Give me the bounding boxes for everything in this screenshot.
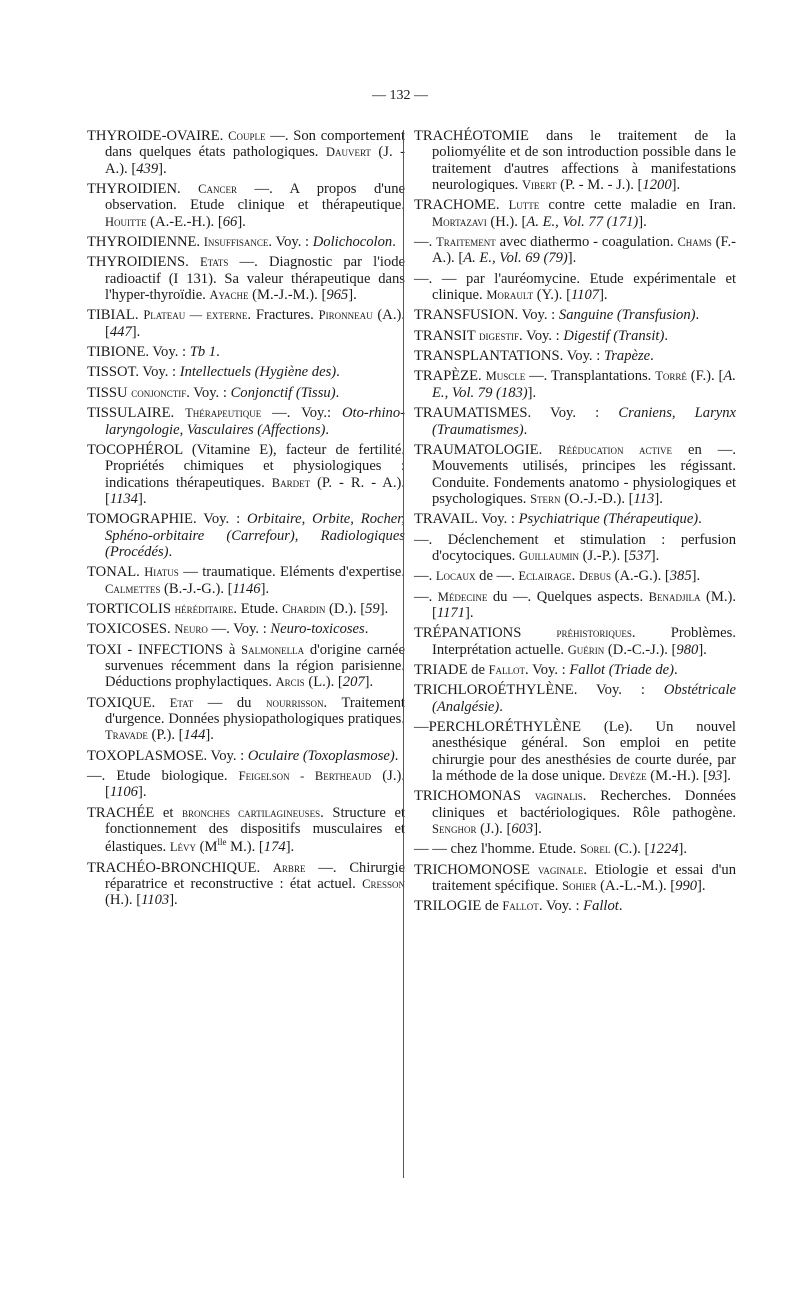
index-entry: TONAL. Hiatus — traumatique. Eléments d'expertise. Calmettes (B.-J.-G.). [1146]. [87,564,405,597]
index-entry: TRILOGIE de Fallot. Voy. : Fallot. [414,898,623,915]
index-entry: —. Déclenchement et stimulation : perfusion d'ocytociques. Guillaumin (J.-P.). [537]. [414,531,736,564]
index-entry: TRACHÉO-BRONCHIQUE. Arbre —. Chirurgie réparatrice et reconstructive : état actuel. Cresson (H.). [1103]. [87,859,405,909]
index-entry: TOXIQUE. Etat — du nourrisson. Traitement d'urgence. Données physiopathologiques pratiques. Travade (P.). [144]. [87,694,405,744]
index-entry: TRICHOMONAS vaginalis. Recherches. Données cliniques et bactériologiques. Rôle pathogène. Senghor (J.). [603]. [414,788,736,838]
index-entry: TRANSIT digestif. Voy. : Digestif (Transit). [414,327,668,344]
index-entry: TRAVAIL. Voy. : Psychiatrique (Thérapeutique). [414,511,702,528]
index-entry: TORTICOLIS héréditaire. Etude. Chardin (D.). [59]. [87,600,389,617]
index-entry: THYROIDIEN. Cancer —. A propos d'une observation. Etude clinique et thérapeutique. Houitte (A.-E.-H.). [66]. [87,181,405,230]
index-entry: THYROIDIENS. Etats —. Diagnostic par l'iode radioactif (I 131). Sa valeur thérapeutique dans l'hyper-thyroïdie. Ayache (M.-J.-M.). [965]. [87,254,405,304]
index-entry: TISSOT. Voy. : Intellectuels (Hygiène des). [87,364,340,381]
index-entry: TRAUMATISMES. Voy. : Craniens, Larynx (Traumatismes). [414,405,737,438]
index-entry: —. Etude biologique. Feigelson - Bertheaud (J.). [1106]. [87,768,405,801]
index-entry: TRAUMATOLOGIE. Rééducation active en —. Mouvements utilisés, principes les régissant. Conduite. Fondements anatomo - physiologiques et psychologiques. Stern (O.-J.-D.). [113]. [414,441,736,507]
index-entry: TOXI - INFECTIONS à Salmonella d'origine carnée survenues récemment dans la région parisienne. Déductions prophylactiques. Arcis (L.). [207]. [87,641,405,691]
page-number: — 132 — [372,88,428,103]
index-column-left [87,128,405,913]
index-entry: TRACHÉOTOMIE dans le traitement de la poliomyélite et de son introduction possible dans le traitement d'autres affections à manifestations neurologiques. Vibert (P. - M. - J.). [1200]. [414,128,736,194]
index-entry: —. Médecine du —. Quelques aspects. Benadjila (M.). [1171]. [414,588,736,621]
index-entry: TISSULAIRE. Thérapeutique —. Voy.: Oto-rhino-laryngologie, Vasculaires (Affections). [87,405,405,438]
index-entry: TRANSFUSION. Voy. : Sanguine (Transfusion). [414,307,700,324]
index-entry: TOMOGRAPHIE. Voy. : Orbitaire, Orbite, Rocher, Sphéno-orbitaire (Carrefour), Radiologiques (Procédés). [87,511,405,560]
index-entry: — — chez l'homme. Etude. Sorel (C.). [1224]. [414,841,688,858]
index-entry: THYROIDIENNE. Insuffisance. Voy. : Dolichocolon. [87,234,396,251]
index-entry: TRICHOMONOSE vaginale. Etiologie et essai d'un traitement spécifique. Sohier (A.-L.-M.). [990]. [414,861,737,895]
index-entry: —. — par l'auréomycine. Etude expérimentale et clinique. Morault (Y.). [1107]. [414,270,736,304]
index-entry: TRICHLOROÉTHYLÈNE. Voy. : Obstétricale (Analgésie). [414,682,736,715]
index-entry: TOXOPLASMOSE. Voy. : Oculaire (Toxoplasmose). [87,747,399,764]
index-entry: TRÉPANATIONS préhistoriques. Problèmes. Interprétation actuelle. Guérin (D.-C.-J.). [980]. [414,625,736,658]
index-entry: —. Locaux de —. Eclairage. Debus (A.-G.). [385]. [414,568,701,585]
index-entry: TRACHÉE et bronches cartilagineuses. Structure et fonctionnement des dispositifs musculaires et élastiques. Lévy ($M^{lle}$ M.). [174]. [87,804,405,856]
index-entry: —PERCHLORÉTHYLÈNE (Le). Un nouvel anesthésique général. Son emploi en petite chirurgie pour des anesthésies de courte durée, par la méthode de la dose unique. Devèze (M.-H.). [93]. [414,719,736,785]
index-entry: TRIADE de Fallot. Voy. : Fallot (Triade de). [414,661,678,678]
index-entry: —. Traitement avec diathermo - coagulation. Chams (F.-A.). [A. E., Vol. 69 (79)]. [414,234,736,267]
index-entry: TRANSPLANTATIONS. Voy. : Trapèze. [414,348,654,365]
column-divider [403,130,404,1178]
index-entry: TOCOPHÉROL (Vitamine E), facteur de fertilité. Propriétés chimiques et physiologiques : indications thérapeutiques. Bardet (P. - R. - A.). [1134]. [87,441,405,507]
index-entry: TIBIAL. Plateau — externe. Fractures. Pironneau (A.). [447]. [87,307,405,340]
index-entry: TISSU conjonctif. Voy. : Conjonctif (Tissu). [87,384,340,401]
index-entry: TOXICOSES. Neuro —. Voy. : Neuro-toxicoses. [87,621,369,638]
index-entry: TRAPÈZE. Muscle —. Transplantations. Torré (F.). [A. E., Vol. 79 (183)]. [414,368,736,401]
index-entry: TRACHOME. Lutte contre cette maladie en Iran. Mortazavi (H.). [A. E., Vol. 77 (171)]. [414,197,736,230]
index-column-right [414,128,736,919]
index-entry: THYROIDE-OVAIRE. Couple —. Son comportement dans quelques états pathologiques. Dauvert (J. - A.). [439]. [87,128,405,177]
index-entry: TIBIONE. Voy. : Tb 1. [87,344,220,361]
